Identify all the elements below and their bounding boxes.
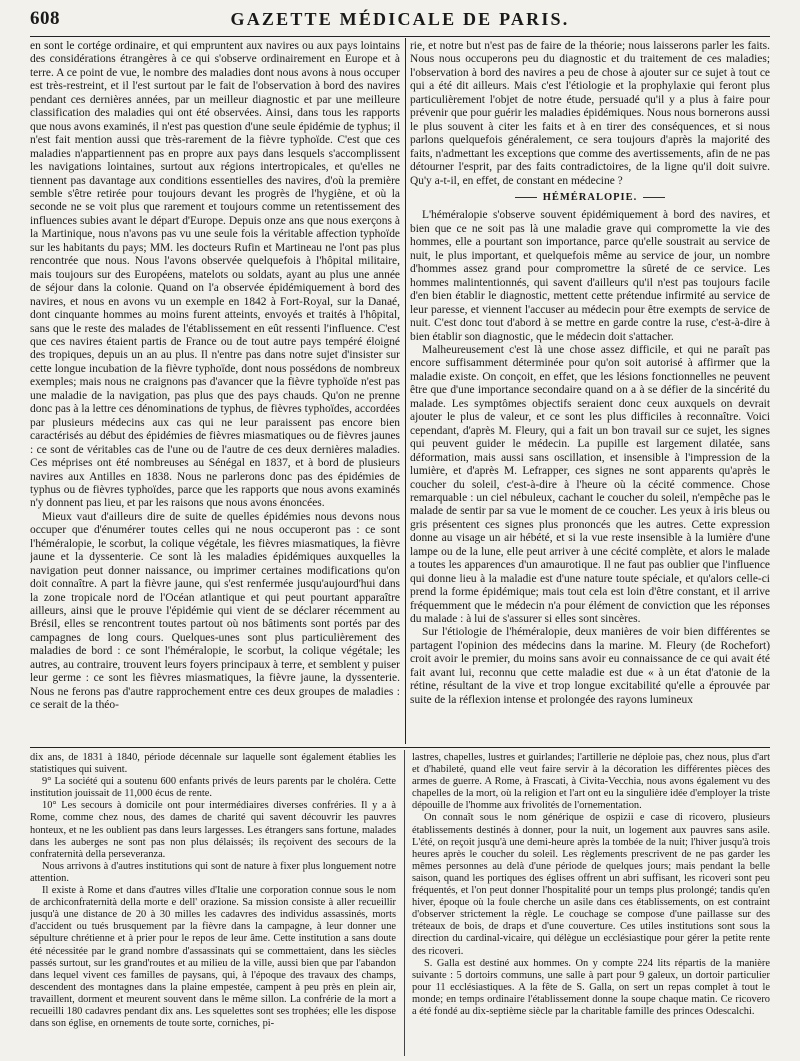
page-header [30, 8, 770, 34]
article-column-left [30, 40, 400, 742]
paragraph: S. Galla est destiné aux hommes. On y compte 224 lits répartis de la manière suivante : 5 dortoirs communs, une salle à part pour 9 galeux, un dortoir particulier pour 11 ecclésiastiques. A la fête de S. Galla, on sert un repas complet à tout le monde; en temps ordinaire l'établissement donne la soupe chaque matin. Ce ricovero a été fondé au dix-septième siècle par la charitable famille des princes Odescalchi. [412, 957, 770, 1017]
column-divider [405, 38, 406, 744]
section-title: HÉMÉRALOPIE. [410, 191, 770, 204]
paragraph: On connaît sous le nom générique de ospizii e case di ricovero, plusieurs établissements destinés à donner, pour la nuit, un logement aux pauvres sans asile. L'été, on reçoit jusqu'à une demi-heure après la tombée de la nuit; l'hiver jusqu'à trois heures après le coucher du soleil. Les règlements prescrivent de ne pas garder les mêmes personnes au delà d'une période de quelques jours; mais pendant la belle saison, quand les portiques des églises offrent un abri suffisant, les ricoveri sont peu fréquentés, et l'on peut donner l'hospitalité pour un temps plus prolongé; tandis qu'en hiver, époque où la foule cherche un asile dans ces établissements, on est contraint d'observer strictement la règle. Le couchage se compose d'une paillasse sur des tréteaux de bois, de draps et d'une couverture. Ces utiles institutions sont sous la direction du cardinal-vicaire, qui délègue un ecclésiastique pour gérer la petite rente des ricoveri. [412, 812, 770, 957]
paragraph: dix ans, de 1831 à 1840, période décennale sur laquelle sont également établies les statistiques qui suivent. [30, 752, 396, 776]
paragraph: L'héméralopie s'observe souvent épidémiquement à bord des navires, et bien que ce ne soit pas là une maladie grave qui compromette la vie des hommes, elle a pourtant son importance, parce qu'elle soustrait au service de nuit, le plus important, et quelquefois même au service de jour, un nombre d'hommes assez grand pour compromettre la sûreté de ce service. Les hommes malintentionnés, qui savent d'ailleurs qu'il n'est pas toujours facile d'en bien établir le diagnostic, mettent cette prétendue infirmité au service de leur paresse, et viennent l'accuser au médecin pour être exempts de service de nuit. C'est donc tout d'abord à se mettre en garde contre la ruse, c'est-à-dire à bien établir son diagnostic, que le médecin doit s'attacher. [410, 209, 770, 343]
paragraph: Malheureusement c'est là une chose assez difficile, et qui ne paraît pas encore suffisamment déterminée pour qu'on soit autorisé à affirmer que la maladie existe. On conçoit, en effet, que les lésions fonctionnelles ne peuvent être que d'une importance secondaire quand on a à se défier de la sincérité du malade. Les symptômes objectifs seraient donc ceux auxquels on devrait ajouter le plus de valeur, et ce sont les plus difficiles à reconnaître. Voici cependant, d'après M. Fleury, qui a fait un bon travail sur ce sujet, les signes qui peuvent guider le médecin. La pupille est largement dilatée, sans déformation, mais aussi sans oscillation, et insensible à l'impression de la lumière, et d'après M. Lefrapper, ces signes ne sont apparents qu'après le coucher du soleil, c'est-à-dire à l'heure où la cécité commence. Chose remarquable : un ciel nébuleux, cachant le coucher du soleil, n'empêche pas le malade de sentir par sa vue le moment de ce coucher. Les yeux à iris bleus ou gris présentent ces signes plus prononcés que les autres. Cette expression donne au visage un air hébété, et si la vue reste insensible à la lumière d'une lampe ou de la lune, elle peut arriver à une cécité complète, et alors le malade a toutes les apparences d'un amaurotique. Il ne faut pas oublier que l'influence qui donne lieu à la maladie est d'une nature toute spéciale, et qu'alors celle-ci prend la forme épidémique; mais tout cela est loin d'être constant, et il arrive fréquemment que le médecin n'a pour élément de conviction que les réponses du malade : à lui de s'assurer si elles sont sincères. [410, 343, 770, 626]
paragraph: rie, et notre but n'est pas de faire de la théorie; nous laisserons parler les faits. Nous nous occuperons peu du diagnostic et du traitement de ces maladies; l'observation à bord des navires a peu de chose à ajouter sur ce sujet à tout ce qui a été dit ailleurs. Mais c'est l'étiologie et la prophylaxie qui feront plus particulièrement l'objet de notre étude, persuadé qu'il y a plus à faire pour prévenir que pour guérir les maladies épidémiques. Nous nous bornerons aussi le plus souvent à citer les faits et à en tirer des conséquences, et si nous parlons quelquefois généralement, ce sera toujours d'après la majorité des faits, n'admettant les exceptions que comme des avertissements, afin de ne pas détourner l'esprit, par des faits contradictoires, de la ligne qu'il doit suivre. Qu'y a-t-il, en effet, de constant en médecine ? [410, 40, 770, 187]
section-divider [30, 747, 770, 748]
paragraph: Nous arrivons à d'autres institutions qui sont de nature à fixer plus longuement notre attention. [30, 860, 396, 884]
page-number: 608 [30, 8, 60, 29]
paragraph: 9° La société qui a soutenu 600 enfants privés de leurs parents par le choléra. Cette institution jouissait de 11,000 écus de rente. [30, 776, 396, 800]
column-divider [404, 750, 405, 1056]
paragraph: Sur l'étiologie de l'héméralopie, deux manières de voir bien différentes se partagent l'opinion des médecins dans la marine. M. Fleury (de Rochefort) croit avoir le premier, du moins sans avoir eu connaissance de ce qui avait été fait avant lui, reconnu que cette maladie est due « à un état d'atonie de la rétine, résultant de la vive et trop longue excitabilité qu'elle a éprouvée par suite de la réflexion intense et prolongée des rayons lumineux [410, 626, 770, 706]
paragraph: 10° Les secours à domicile ont pour intermédiaires diverses confréries. Il y a à Rome, comme chez nous, des dames de charité qui savent découvrir les pauvres honteux, et ne les oublient pas dans leurs largesses. Les étrangers sans fortune, malades dans les auberges ne sont pas non plus délaissés; ils reçoivent des secours de la confraternità della perseveranza. [30, 800, 396, 860]
paragraph: en sont le cortége ordinaire, et qui empruntent aux navires ou aux pays lointains des considérations étrangères à ce qui s'observe ordinairement en Europe et à terre. A ce point de vue, le nombre des maladies dont nous avons à nous occuper est très-restreint, et il l'est surtout par le fait de l'observation à bord des navires pendant ces dernières années, par un meilleur diagnostic et par une meilleure classification des maladies qui ont été observées. Ainsi, dans tous les rapports que nous avons examinés, il n'est pas question d'une seule épidémie de typhus; il n'est fait mention aussi que très-rarement de la fièvre typhoïde. C'est que ces maladies n'appartiennent pas en propre aux pays dans lesquels s'accomplissent les navigations lointaines, surtout aux régions intertropicales, et qu'elles ne tiennent pas davantage aux conditions essentielles des navires, d'où la première semble s'être retirée pour toujours devant les progrès de l'hygiène, et où la seconde ne se voit plus que rarement et toujours comme un retentissement des influences subies avant le départ d'Europe. Depuis onze ans que nous exerçons à la Martinique, nous n'avons pas vu une seule fois la véritable affection typhoïde sur les habitants du pays; MM. les docteurs Rufin et Martineau ne l'ont pas plus rencontrée que nous. Nous l'avons observée quelquefois à l'hôpital militaire, mais toujours sur des Européens, matelots ou soldats, ayant au plus une année de séjour dans la colonie. Quand on l'a observée épidémiquement à bord des navires, et nous en avons vu un exemple en 1842 à Fort-Royal, sur la Danaé, dont cinquante hommes au moins furent atteints, envoyés et traités à l'hôpital, sans que le reste des malades de l'établissement en eût ressenti l'influence. C'est que ces navires étaient partis de France ou de tout autre pays tempéré éloigné des tropiques, depuis un an au plus. Il n'entre pas dans notre sujet d'insister sur cette longue incubation de la fièvre typhoïde, dont nous possédons de nombreux exemples; mais nous ne craignons pas d'avancer que la fièvre typhoïde n'est pas une maladie de la navigation, pas plus que des pays chauds. Qu'on ne prenne donc pas à la lettre ces dénominations de typhus, de fièvres typhoïdes, accordées par plusieurs médecins aux cas qui ne leur paraissent pas encore bien caractérisés au début des épidémies de fièvres miasmatiques ou de fièvres jaunes : ce sont de véritables cas de l'une ou de l'autre de ces deux dernières maladies. Ces méprises ont été nombreuses au Sénégal en 1837, et à bord de plusieurs navires aux Antilles en 1838. Nous ne parlerons donc pas des épidémies de typhus ou de fièvres typhoïdes, parce que les rapports que nous avons examinés n'y donnent pas lieu, et par les raisons que nous avons énoncées. [30, 40, 400, 510]
paragraph: Mieux vaut d'ailleurs dire de suite de quelles épidémies nous devons nous occuper que d'énumérer toutes celles qui ne nous occuperont pas : ce sont l'héméralopie, le scorbut, la colique végétale, les fièvres miasmatiques, la fièvre jaune et la dyssenterie. Ce sont là les maladies épidémiques auxquelles la navigation peut donner naissance, ou imprimer certaines modifications qu'on doit connaître. A part la fièvre jaune, qui s'est renfermée jusqu'aujourd'hui dans la zone tropicale nord de l'Océan atlantique et qui peut pourtant apparaître ailleurs, ainsi que le prouve l'épidémie qui vient de se déclarer récemment au Brésil, elles se rencontrent toutes partout où nos bâtiments sont portés par des campagnes de long cours. Quelques-unes sont plus particulièrement des maladies de bord : ce sont l'héméralopie, le scorbut, la colique végétale; les autres, au contraire, trouvent leurs foyers principaux à terre, et semblent y puiser leur germe : ce sont les fièvres miasmatiques, la fièvre jaune, la dyssenterie. Nous ne ferons pas d'autre rapprochement entre ces deux groupes de maladies : ce serait de la théo- [30, 510, 400, 712]
paragraph: lastres, chapelles, lustres et guirlandes; l'artillerie ne déploie pas, chez nous, plus d'art et d'habileté, quand elle veut faire servir à la décoration les différentes pièces des armes de guerre. A Rome, à Frascati, à Civita-Vecchia, nous avons également vu des chapelles de la mort, où la religion et l'art ont eu la singulière idée d'employer la triste dépouille de l'homme aux frivolités de l'ornementation. [412, 752, 770, 812]
header-rule [30, 36, 770, 37]
article-column-right [410, 40, 770, 742]
feuilleton-column-right [412, 752, 770, 1056]
paragraph: Il existe à Rome et dans d'autres villes d'Italie une corporation connue sous le nom de archiconfraternità della morte e dell' orazione. Sa mission consiste à aller recueillir jusqu'à une distance de 20 à 30 milles les cadavres des individus assassinés, morts d'accident ou tués brusquement par la fièvre dans la campagne, à leur donner une sépulture chrétienne et à prier pour le repos de leur âme. Cette institution a sans doute été nécessitée par le grand nombre d'assassinats qui se commettaient, dans les siècles passés surtout, sur les grand'routes et au milieu de la ville, aussi bien que par l'abandon dans lequel vivent ces familles de paysans, qui, à l'époque des travaux des champs, descendent des montagnes dans la plaine empestée, campent à peu près en plein air, travaillent, dorment et meurent souvent dans le même sillon. La confrérie de la mort a recueilli 180 cadavres pendant dix ans. Les squelettes sont ses trophées; elle les dispose dans son église, en ornements de toute sorte, corniches, pi- [30, 885, 396, 1030]
journal-title: GAZETTE MÉDICALE DE PARIS. [230, 9, 570, 29]
feuilleton-column-left [30, 752, 396, 1056]
